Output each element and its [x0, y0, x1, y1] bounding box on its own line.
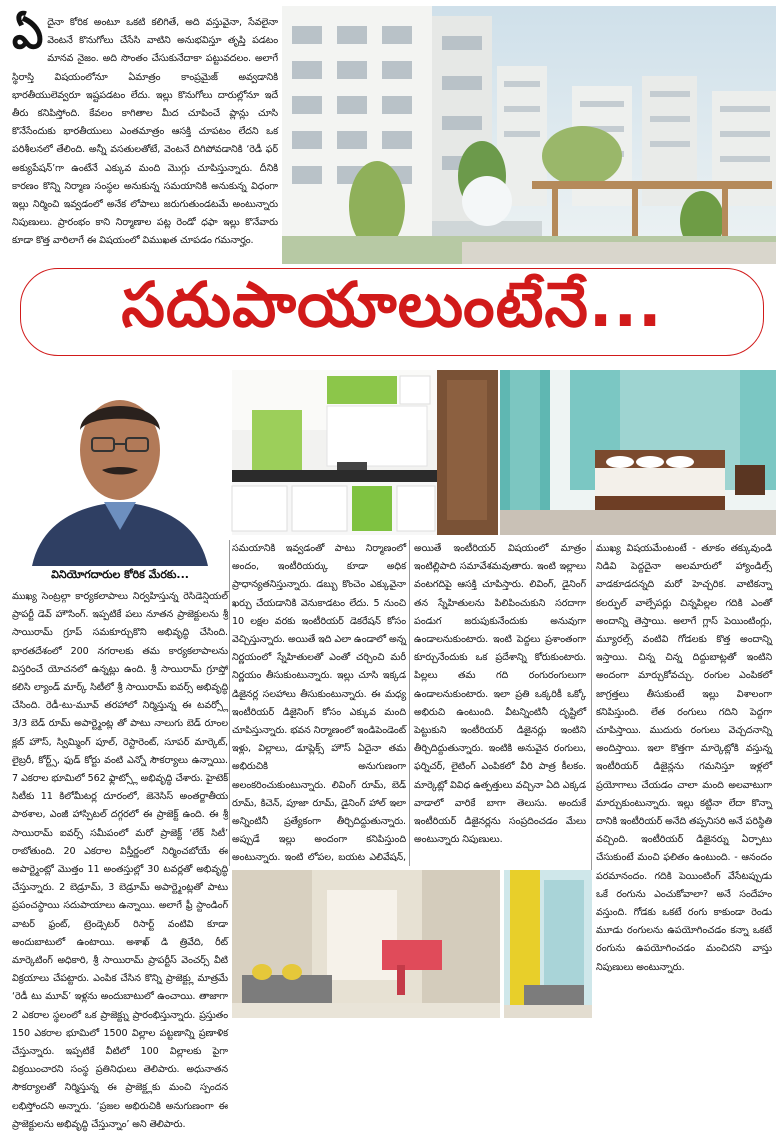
headline-text: సదుపాయాలుంటేనే...: [121, 268, 663, 341]
text-column-2: సమయానికి ఇవ్వడంతో పాటు నిర్మాణంలో అందం, ఇంటీరియర్కు కూడా అధిక ప్రాధాన్యతనిస్తున్నారు. డబ్బు కొంచెం ఎక్కువైనా ఖర్చు చేయడానికి వెనుకాడటం లేదు. 5 నుంచి 10 లక్షల వరకు ఇంటీరియర్ డెకరేషన్ కోసం వెచ్చిస్తున్నారు. అయితే ఇది ఎలా ఉండాలో అన్న నిర్ణయంలో స్నేహితులతో ఎంతో చర్చించి మరీ నిర్ణయం తీసుకుంటున్నారు. ఇల్లు చూసి ఇక్కడ డిజైనర్ల సలహాలు తీసుకుంటున్నారు. ఈ మధ్య ఇంటీరియర్ డిజైనింగ్ కోసం ఎక్కువ మంది చూపిస్తున్నారు. భవన నిర్మాణంలో ఇండిపెండెంట్ ఇళ్లు, విల్లాలు, డూప్లెక్స్ హౌస్ ఏదైనా తమ అభిరుచికి అనుగుణంగా అలంకరించుకుంటున్నారు. లివింగ్ రూమ్, బెడ్ రూమ్, కిచెన్, పూజా రూమ్, డైనింగ్ హాల్ ఇలా అన్నింటినీ ప్రత్యేకంగా తీర్చిదిద్దుతున్నారు. అప్పుడే ఇల్లు అందంగా కనిపిస్తుంది అంటున్నారు. ఇంటి లోపల, బయట ఎలివేషన్,: [232, 543, 406, 864]
text-column-3: అయితే ఇంటీరియర్ విషయంలో మాత్రం ఇంటిల్లిపాది సమావేశమవుతారు. ఇంటి ఇల్లాలు వంటగదిపై ఆసక్తి చూపిస్తారు. లివింగ్, డైనింగ్ తన స్నేహితులను పిలిపించుకుని సరదాగా పండుగ జరుపుకునేందుకు అనువుగా ఉండాలనుకుంటారు. ఇంటి పెద్దలు ప్రశాంతంగా కూర్చునేందుకు ఒక ప్రదేశాన్ని కోరుకుంటారు. పిల్లలు తమ గది రంగురంగులుగా ఉండాలనుకుంటారు. ఇలా ప్రతి ఒక్కరికీ ఒక్కో అభిరుచి ఉంటుంది. వీటన్నింటినీ దృష్టిలో పెట్టుకుని ఇంటీరియర్ డిజైనర్లు ఇంటిని తీర్చిదిద్దుతున్నారు. ఇంటికి అనువైన రంగులు, ఫర్నిచర్, లైటింగ్ ఎంపికలో వీరి పాత్ర కీలకం. మార్కెట్లో వివిధ ఉత్పత్తులు వచ్చినా ఏది ఎక్కడ వాడాలో వారికే బాగా తెలుసు. అందుకే ఇంటీరియర్ డిజైనర్లను సంప్రదించడం మేలు అంటున్నారు నిపుణులు.: [414, 543, 586, 846]
column-divider: [229, 540, 230, 866]
photo-caption: వినియోగదారుల కోరిక మేరకు...: [51, 568, 189, 581]
hero-photo-apartment-garden: [282, 6, 776, 264]
bedroom-photo: [500, 370, 776, 535]
headline-banner: [20, 268, 764, 356]
text-column-4: ముఖ్య విషయమేంటంటే - తూకం తక్కువుండి నిడివి పెద్దదైనా అలమారులో హ్యాండిల్స్ వాడకూడదన్నది మరో హెచ్చరిక. వాటికన్నా కలర్ఫుల్ వాల్పేపర్లు చిన్నపిల్లల గదికి ఎంతో అందాన్ని తెస్తాయి. అలాగే గ్లాస్ పెయింటింగ్లు, మ్యూరల్స్ వంటివి గోడలకు కొత్త అందాన్ని ఇస్తాయి. చిన్న చిన్న దిద్దుబాట్లతో ఇంటిని అందంగా మార్చుకోవచ్చు. రంగుల ఎంపికలో జాగ్రత్తలు తీసుకుంటే ఇల్లు విశాలంగా కనిపిస్తుంది. లేత రంగులు గదిని పెద్దగా చూపిస్తాయి. ముదురు రంగులు వెచ్చదనాన్ని అందిస్తాయి. ఇలా కొత్తగా మార్కెట్లోకి వస్తున్న ఇంటీరియర్ డిజైన్లను గమనిస్తూ ఇళ్లలో ప్రయోగాలు చేయడం చాలా మంది అలవాటుగా మార్చుకుంటున్నారు. ఇల్లు కట్టినా లేదా కొన్నా దానికి ఇంటీరియర్ అనేది తప్పనిసరి అనే పరిస్థితి వచ్చింది. ఇంటీరియర్ డిజైనర్ను ఏర్పాటు చేసుకుంటే మంచి ఫలితం ఉంటుంది. - ఆనందం పరమానందం. గదికి పెయింటింగ్ వేసేటప్పుడు ఒకే రంగును ఎంచుకోవాలా? అనే సందేహం వస్తుంది. గోడకు ఒకటే రంగు కాకుండా రెండు మూడు రంగులను ఉపయోగించడం కన్నా ఒకటే రంగును ఉపయోగించడం మంచిదని వాస్తు నిపుణులు అంటున్నారు.: [596, 543, 772, 973]
living-room-photo: [232, 870, 500, 1018]
drop-cap: ఏ: [12, 8, 44, 59]
portrait-photo: [12, 370, 228, 566]
intro-text: దైనా కోరిక అంటూ ఒకటి కలిగితే, అది వస్తువైనా, సేవలైనా వెంటనే కొనుగోలు చేసేసి వాటిని అనుభవిస్తూ తృప్తి పడటం మానవ నైజం. అది సొంతం చేసుకునేదాకా పట్టువదలం. అలాగే స్థిరాస్తి విషయంలోనూ ఏమాత్రం కాంప్రమైజ్ అవ్వడానికి భారతీయులెవ్వరూ ఇష్టపడటం లేదు. ఇల్లు కొనుగోలు దారుల్లోనూ ఇదే తీరు కనిపిస్తోంది. కేవలం కాగితాల మీద చూపించే ప్లాన్లు చూసి కొనేసేందుకు భారతీయులు ఎంతమాత్రం ఆసక్తి చూపటం లేదని ఒక పరిశీలనలో తేలింది. అన్నీ వసతులతోటే, వెంటనే దిగిపోవడానికి ‘రెడీ ఫర్ అక్యుపేషన్’గా ఉంటేనే ఎక్కువ మంది మొగ్గు చూపిస్తున్నారు. దీనికి కారణం కొన్ని నిర్మాణ సంస్థల అనుకున్న సమయానికి అనుకున్న విధంగా ఇల్లు నిర్మించి ఇవ్వడంలో అనేక లోపాలు జరుగుతుండటమే అంటున్నారు నిపుణులు. ప్రారంభం కాని నిర్మాణాల పట్ల రెండో ధఫా ఇల్లు కొనేవారు కూడా కొత్త వారిలాగే ఈ విషయంలో విముఖత చూపడం గమనార్హం.: [12, 17, 278, 247]
intro-paragraph: [12, 8, 278, 264]
bedroom-illustration: [500, 370, 776, 535]
kitchen-photo: [232, 370, 498, 535]
living-room-illustration: [232, 870, 500, 1018]
living-room-illustration-2: [504, 870, 592, 1018]
text-column-1: ముఖ్య సెంట్రల్గా కార్యకలాపాలు నిర్వహిస్తున్న రెసిడెన్షియల్ ప్రాపర్టీ డెవ్ హౌసింగ్. ఇప్పటికే పలు నూతన ప్రాజెక్టులను శ్రీ సాయిరామ్ గ్రూప్ సమకూర్చుకొని అభివృద్ధి చేసింది. భారతదేశంలో 200 నగరాలకు తమ కార్యకలాపాలను విస్తరించే యోచనలో ఉన్నట్లు ఉంది. శ్రీ సాయిరామ్ గ్రూప్తో కలిసి ల్యాండ్ మార్క్ సిటీలో శ్రీ సాయిరామ్ ఐవర్స్ అభివృద్ధి చేసింది. రెడీ-టు-మూవ్ తరహాలో నిర్మిస్తున్న ఈ టవర్స్లో 3/3 బెడ్ రూమ్ అపార్ట్మెంట్ల తో పాటు నాలుగు బెడ్ రూంల క్లబ్ హౌస్, స్విమ్మింగ్ పూల్, రెస్టారెంట్, సూపర్ మార్కెట్, లైబ్రరీ, కోర్ట్స్, ఫుడ్ కోర్టు వంటి ఎన్నో సౌకర్యాలు ఉన్నాయి. 7 ఎకరాల భూమిలో 562 ఫ్లాట్స్లో అభివృద్ధి చేశారు. హైటెక్ సిటీకు 11 కిలోమీటర్ల దూరంలో, జెనెసిస్ అంతర్జాతీయ పాఠశాల, ఎంజీ హాస్పిటల్ దగ్గరలో ఈ ప్రాజెక్ట్ ఉంది. ఈ శ్రీ సాయిరామ్ ఐవర్స్ సమీపంలో మరో ప్రాజెక్ట్ ‘లేక్ సిటీ’ రాబోతుంది. 20 ఎకరాల విస్తీర్ణంలో నిర్మించబోయే ఈ అపార్ట్మెంట్లో మొత్తం 11 అంతస్తుల్లో 30 టవర్లతో అభివృద్ధి చేస్తున్నారు. 2 బెడ్రూమ్, 3 బెడ్రూమ్ అపార్ట్మెంట్లతో పాటు ప్రపంచస్థాయి సదుపాయాలు ఉన్నాయి. అలాగే ఫ్రీ స్టాండింగ్ వాటర్ ఫ్రంట్, ట్రెండ్సెటర్ రిసార్ట్ వంటివి కూడా అందుబాటులో ఉంటాయి. అశాఖ్ డి త్రివేది, రీట్ మార్కెటింగ్ అధికారి, శ్రీ సాయిరామ్ ప్రాపర్టీస్ వెంచర్స్ వీటి విక్రయాలు చేపట్టారు. ఎంపిక చేసిన కొన్ని ప్రాజెక్ట్లు మాత్రమే ‘రెడీ టు మూవ్’ ఇళ్లను అందుబాటులో ఉంచాయి. తాజాగా 2 ఎకరాల స్థలంలో ఒక ప్రాజెక్ట్ను ప్రారంభిస్తున్నారు. ప్రస్తుతం 150 ఎకరాల భూమిలో 1500 విల్లాల పట్టణాన్ని ప్రణాళిక చేస్తున్నారు. ఇప్పటికే వీటిలో 100 విల్లాలకు పైగా విక్రయించారని సంస్థ ప్రతినిధులు తెలిపారు. అధునాతన సౌకర్యాలతో నిర్మిస్తున్న ఈ ప్రాజెక్ట్లకు మంచి స్పందన లభిస్తోందని అన్నారు. ‘ప్రజల అభిరుచికి అనుగుణంగా ఈ ప్రాజెక్టులను అభివృద్ధి చేస్తున్నాం’ అని తెలిపారు.: [12, 591, 228, 1130]
portrait-illustration: [12, 370, 228, 566]
living-room-photo-2: [504, 870, 592, 1018]
kitchen-illustration: [232, 370, 498, 535]
hero-illustration: [282, 6, 776, 264]
column-divider: [409, 540, 410, 866]
